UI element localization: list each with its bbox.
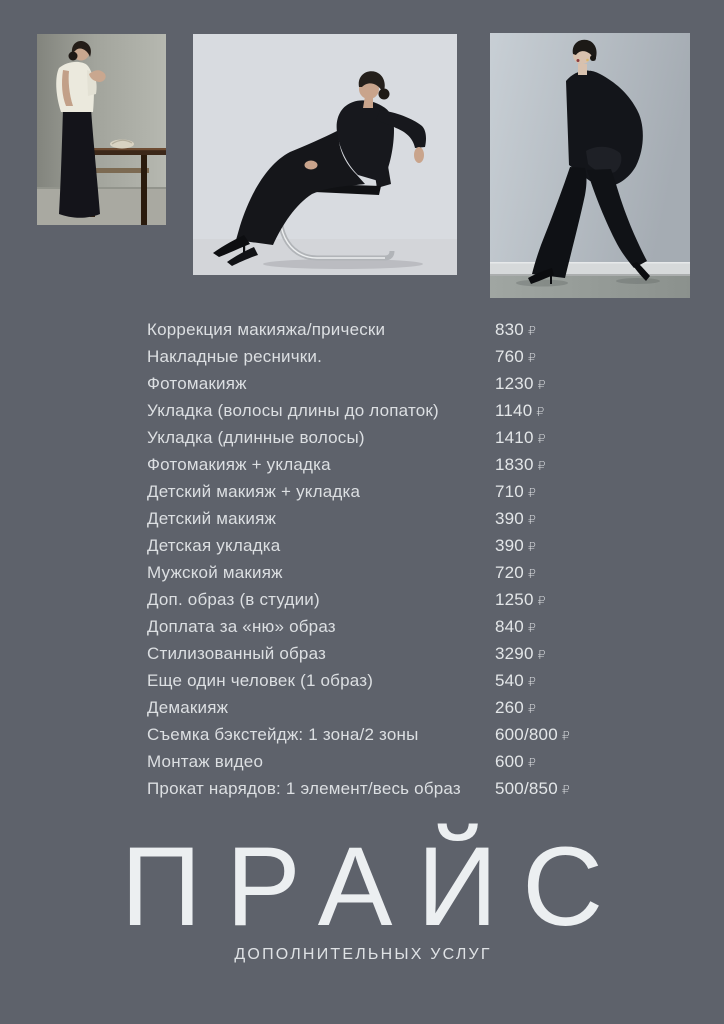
ruble-sign: ₽ [537,593,546,608]
price-value: 720 [495,562,524,582]
service-price [495,725,570,745]
ruble-sign: ₽ [537,431,546,446]
service-name: Коррекция макияжа/прически [147,319,386,339]
ruble-sign: ₽ [536,404,545,419]
price-value: 840 [495,617,524,637]
price-row [147,559,607,586]
poster-subtitle-block [0,944,724,966]
ruble-sign: ₽ [527,512,537,527]
service-price [495,374,546,394]
price-value: 760 [495,346,524,366]
ruble-sign: ₽ [527,539,537,554]
service-price [495,455,546,475]
service-name: Прокат нарядов: 1 элемент/весь образ [147,779,461,799]
price-row [147,370,607,397]
service-name: Укладка (волосы длины до лопаток) [147,400,439,420]
ruble-sign: ₽ [527,323,537,338]
price-value: 390 [495,508,524,528]
price-value: 260 [495,698,524,718]
ruble-sign: ₽ [527,485,537,500]
price-row [147,776,607,803]
poster-title-block [0,824,724,949]
service-price [495,617,536,637]
service-price [495,509,536,529]
service-name: Укладка (длинные волосы) [147,427,365,447]
price-row [147,641,607,668]
price-row [147,586,607,613]
price-row [147,505,607,532]
service-name: Детский макияж [147,508,277,528]
service-price [495,401,545,421]
price-row [147,478,607,505]
price-row [147,343,607,370]
service-name: Съемка бэкстейдж: 1 зона/2 зоны [147,725,419,745]
ruble-sign: ₽ [561,783,571,798]
service-price [495,482,536,502]
ruble-sign: ₽ [527,621,537,636]
service-price [495,590,546,610]
price-value: 710 [495,481,524,501]
service-price [495,752,536,772]
service-name: Еще один человек (1 образ) [147,671,374,691]
seated-model-photo [193,34,457,275]
service-name: Накладные реснички. [147,346,323,366]
price-value: 600/800 [495,725,558,745]
ruble-sign: ₽ [537,377,546,392]
price-value: 1410 [495,427,534,447]
service-name: Доп. образ (в студии) [147,589,320,609]
price-value: 1250 [495,589,534,609]
service-price [495,671,536,691]
ruble-sign: ₽ [527,675,537,690]
ruble-sign: ₽ [561,729,571,744]
service-price [495,698,536,718]
service-name: Монтаж видео [147,752,264,772]
service-price [495,320,536,340]
service-name: Фотомакияж [147,373,247,393]
price-row [147,316,607,343]
walking-model-illustration [490,33,690,298]
poster-title: ПРАЙС [120,824,628,949]
service-name: Детский макияж + укладка [147,481,361,501]
seated-model-illustration [193,34,457,275]
price-row [147,668,607,695]
price-value: 1830 [495,454,534,474]
service-name: Стилизованный образ [147,644,327,664]
price-row [147,532,607,559]
service-name: Доплата за «ню» образ [147,617,336,637]
service-name: Фотомакияж + укладка [147,454,331,474]
ruble-sign: ₽ [527,702,537,717]
price-row [147,722,607,749]
price-value: 390 [495,535,524,555]
standing-model-illustration [37,34,166,225]
ruble-sign: ₽ [527,566,537,581]
price-row [147,397,607,424]
standing-model-photo [37,34,166,225]
ruble-sign: ₽ [527,756,537,771]
price-row [147,695,607,722]
walking-model-photo [490,33,690,298]
service-price [495,779,570,799]
service-price [495,428,546,448]
price-value: 830 [495,319,524,339]
price-row [147,614,607,641]
service-name: Мужской макияж [147,562,283,582]
price-row [147,424,607,451]
poster-subtitle: ДОПОЛНИТЕЛЬНЫХ УСЛУГ [234,946,492,963]
service-price [495,563,536,583]
price-value: 3290 [495,644,534,664]
ruble-sign: ₽ [527,350,537,365]
price-row [147,749,607,776]
price-value: 1140 [495,400,533,420]
price-value: 1230 [495,373,534,393]
service-name: Демакияж [147,698,229,718]
ruble-sign: ₽ [537,648,546,663]
service-price [495,536,536,556]
price-value: 500/850 [495,779,558,799]
ruble-sign: ₽ [537,458,546,473]
price-list [147,316,607,803]
price-row [147,451,607,478]
service-price [495,644,546,664]
service-name: Детская укладка [147,535,281,555]
service-price [495,347,536,367]
price-value: 600 [495,752,524,772]
price-value: 540 [495,671,524,691]
